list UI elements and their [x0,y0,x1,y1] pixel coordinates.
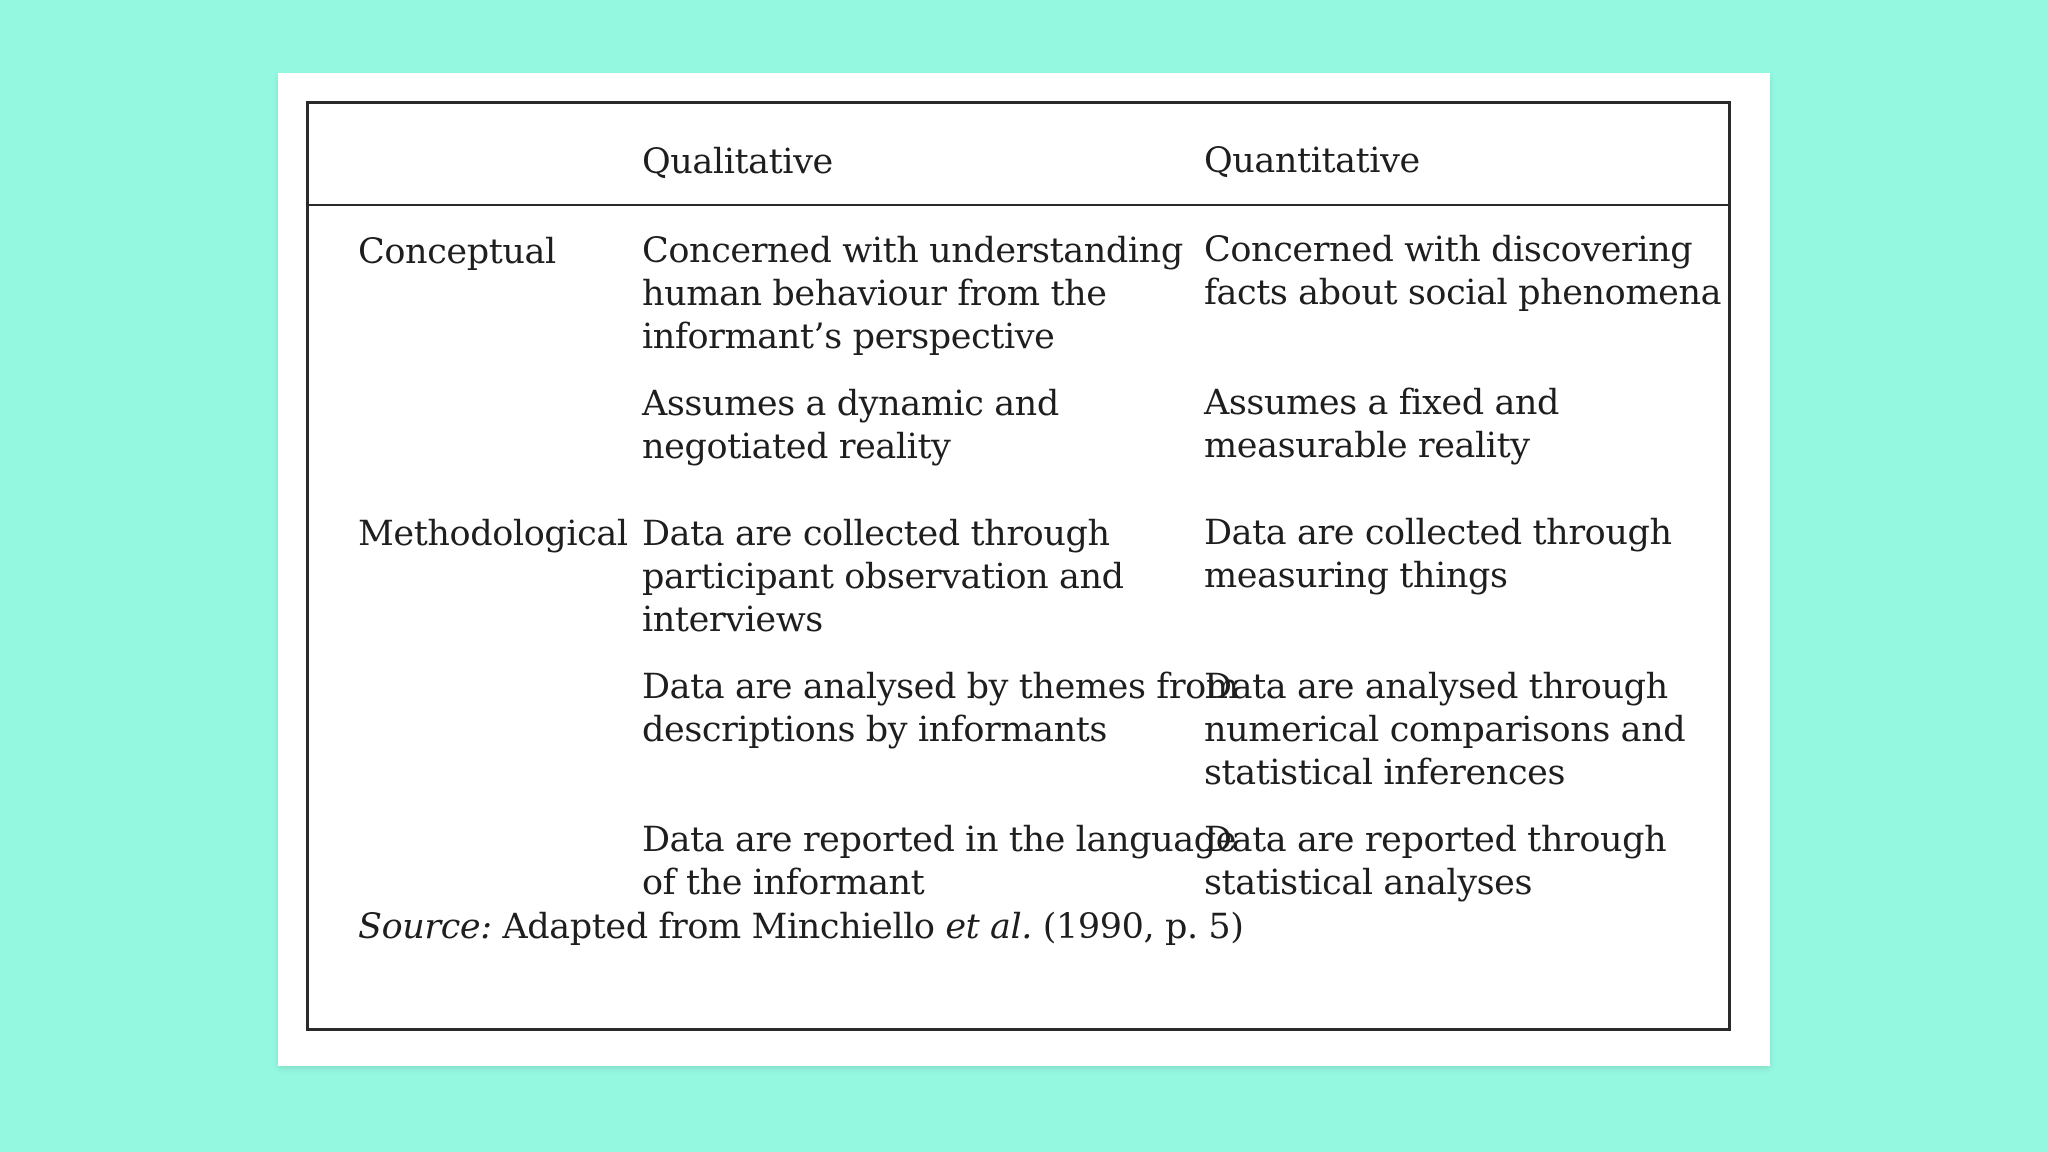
table-cell-quantitative: Data are analysed through numerical comparisons and statistical inferences [1204,667,1686,793]
table-cell-qualitative: Assumes a dynamic and negotiated reality [642,384,1059,467]
table-cell-quantitative: Data are collected through measuring things [1204,513,1672,596]
table-cell-qualitative: Data are collected through participant observation and interviews [642,514,1124,640]
source-text: Adapted from Minchiello [502,907,935,947]
table-cell-qualitative: Data are reported in the language of the informant [642,820,1237,903]
row-category-methodological: Methodological [358,514,628,554]
source-note [358,906,1244,949]
column-header-quantitative: Quantitative [1204,141,1420,181]
row-category-conceptual: Conceptual [358,232,556,272]
table-cell-qualitative: Concerned with understanding human behaviour from the informant’s perspective [642,231,1183,357]
table-cell-quantitative: Concerned with discovering facts about social phenomena [1204,230,1722,313]
table-card [278,73,1770,1066]
source-citation: (1990, p. 5) [1042,907,1244,947]
header-divider [309,204,1728,206]
table-cell-qualitative: Data are analysed by themes from descriptions by informants [642,667,1239,750]
column-header-qualitative: Qualitative [642,142,833,182]
table-frame [306,101,1731,1031]
table-cell-quantitative: Assumes a fixed and measurable reality [1204,383,1560,466]
table-cell-quantitative: Data are reported through statistical analyses [1204,820,1667,903]
source-label: Source: [358,907,492,947]
source-etal: et al. [945,907,1033,947]
